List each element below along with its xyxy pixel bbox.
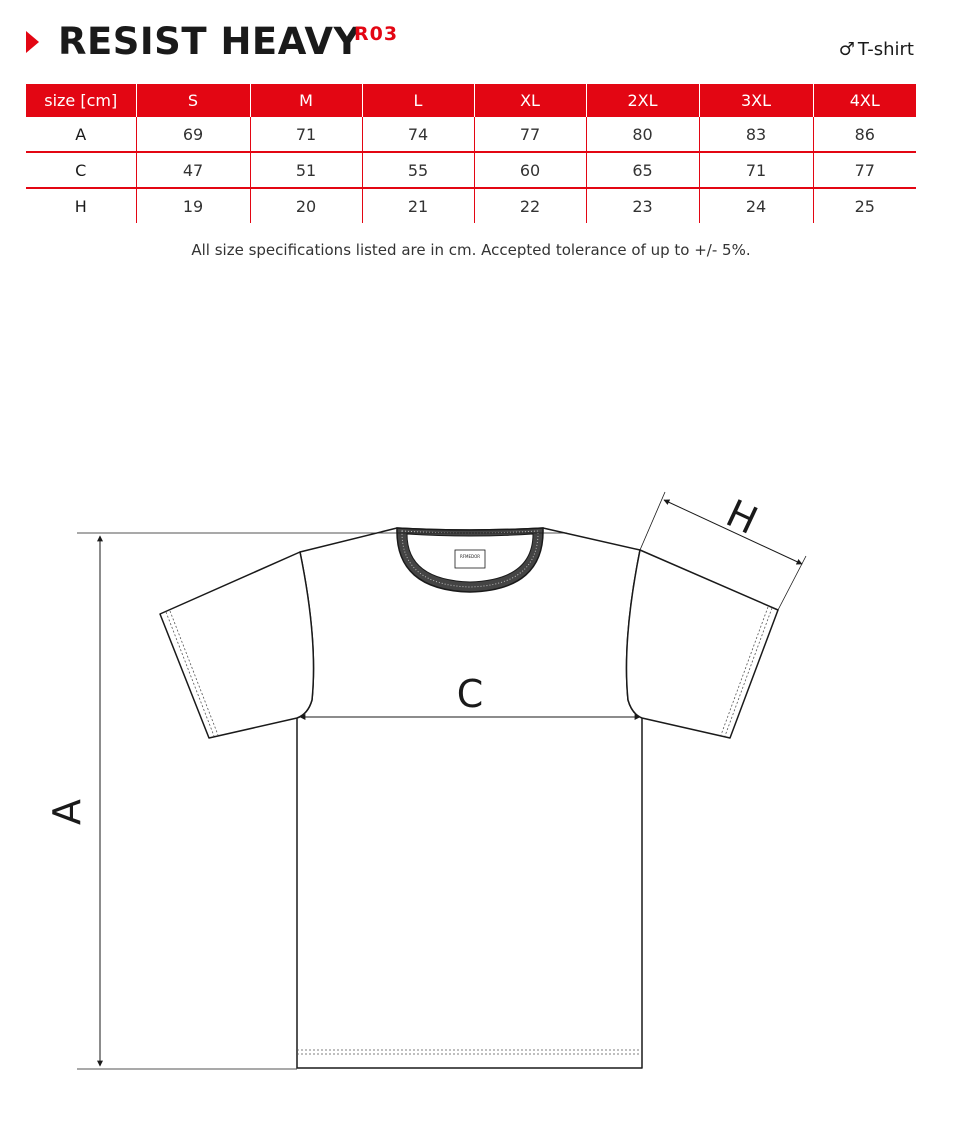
table-cell: 86 [813,117,916,152]
size-col-4xl: 4XL [813,84,916,117]
product-type: T-shirt [857,39,914,60]
size-corner-label: size [cm] [26,84,136,117]
table-cell: 74 [362,117,474,152]
table-cell: 55 [362,152,474,188]
table-cell: 83 [699,117,813,152]
size-col-3xl: 3XL [699,84,813,117]
neck-tag-text: RFMEDOR [459,554,481,559]
table-cell: 77 [474,117,586,152]
tolerance-note: All size specifications listed are in cm. Accepted tolerance of up to +/- 5%. [191,241,751,259]
table-cell: 60 [474,152,586,188]
table-cell: 19 [136,188,250,223]
table-cell: 21 [362,188,474,223]
size-col-s: S [136,84,250,117]
row-label: A [26,117,136,152]
size-col-l: L [362,84,474,117]
table-cell: 24 [699,188,813,223]
size-col-2xl: 2XL [586,84,699,117]
neck-label-icon [455,550,485,568]
table-cell: 80 [586,117,699,152]
size-col-m: M [250,84,362,117]
table-cell: 23 [586,188,699,223]
tshirt-outline [160,528,778,1068]
table-cell: 71 [699,152,813,188]
label-h: H [719,491,765,543]
row-label: H [74,196,87,216]
label-a: A [45,799,89,825]
label-c: C [456,672,484,716]
table-cell: 71 [250,117,362,152]
male-icon: ♂ [838,39,855,60]
product-code: R03 [354,23,399,45]
product-title: RESIST HEAVY [58,20,361,63]
table-cell: 51 [250,152,362,188]
table-cell: 77 [813,152,916,188]
table-cell: 25 [813,188,916,223]
table-cell: 47 [136,152,250,188]
table-cell: 65 [586,152,699,188]
size-col-xl: XL [474,84,586,117]
table-cell: 22 [474,188,586,223]
row-label: C [26,152,136,188]
table-cell: 20 [250,188,362,223]
table-cell: 69 [136,117,250,152]
